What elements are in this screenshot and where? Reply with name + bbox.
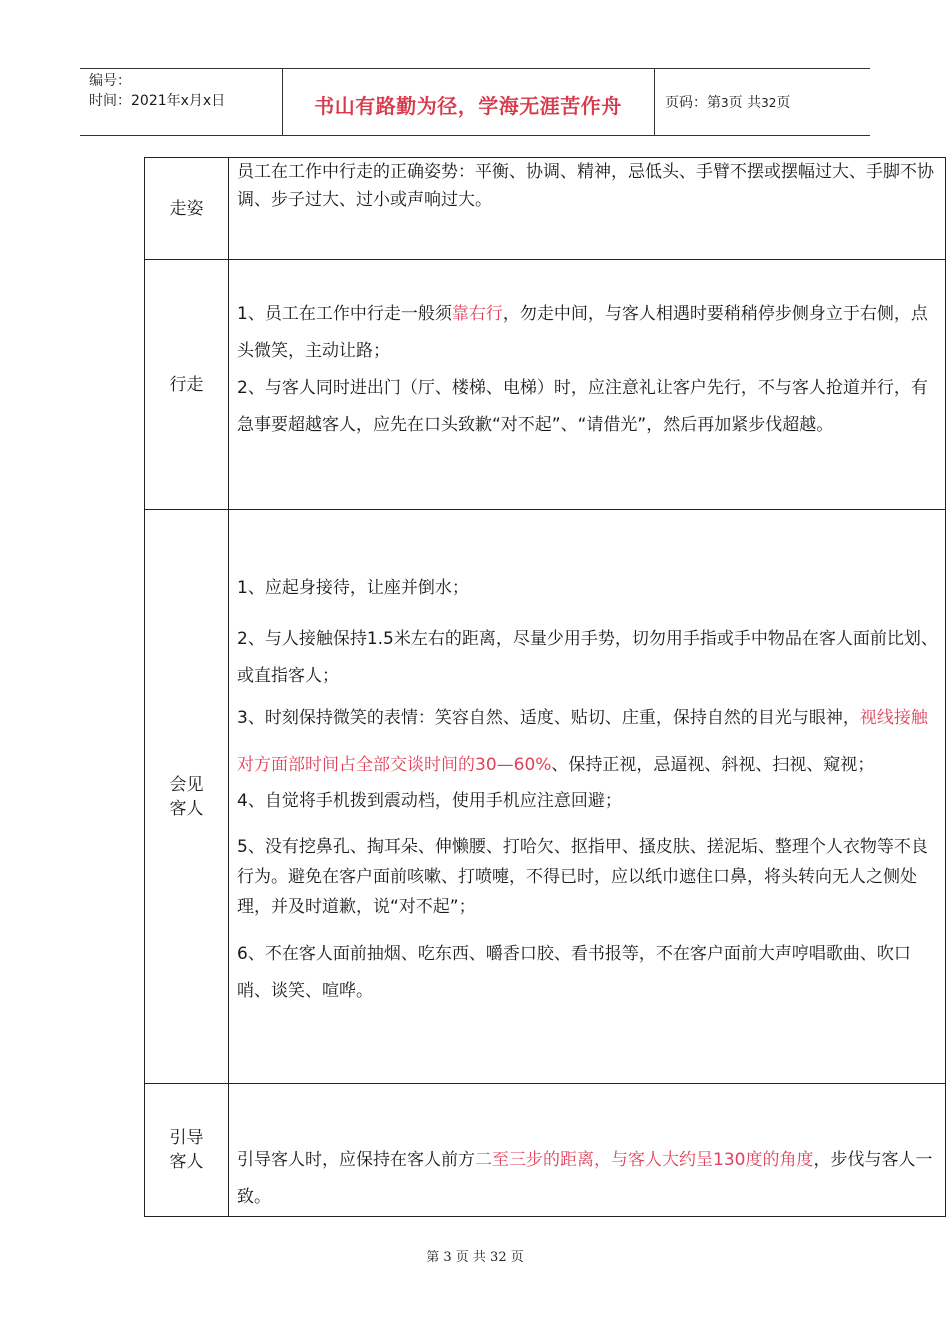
header-top-rule (80, 68, 870, 69)
header-meta (89, 71, 225, 111)
row-content-walk-posture (229, 158, 946, 260)
meeting-item-4: 4、自觉将手机拨到震动档，使用手机应注意回避； (237, 791, 622, 811)
code-label: 编号： (89, 73, 131, 89)
header-bottom-rule (80, 135, 870, 136)
eye-contact-highlight: 视线接触对方面部时间占全部交谈时间的30—60% (237, 708, 928, 775)
meeting-item-5: 5、没有挖鼻孔、掏耳朵、伸懒腰、打哈欠、抠指甲、搔皮肤、搓泥垢、整理个人衣物等不良行为。避免在客户面前咳嗽、打喷嚏，不得已时，应以纸巾遮住口鼻，将头转向无人之侧处理，并及时道歉，说“对不起”； (237, 837, 928, 917)
page-footer: 第 3 页 共 32 页 (426, 1250, 524, 1265)
walk-posture-text: 员工在工作中行走的正确姿势：平衡、协调、精神，忌低头、手臂不摆或摆幅过大、手脚不协调、步子过大、过小或声响过大。 (237, 162, 934, 210)
page-header (80, 68, 870, 136)
table-row-guiding (145, 1084, 946, 1217)
date-label: 时间：2021年x月x日 (89, 93, 226, 109)
row-content-walking (229, 260, 946, 510)
walking-item-2: 2、与客人同时进出门（厅、楼梯、电梯）时，应注意礼让客户先行，不与客人抢道并行，有急事要超越客人，应先在口头致歉“对不起”、“请借光”，然后再加紧步伐超越。 (237, 378, 928, 435)
page-total: 32 (761, 96, 777, 110)
page-mid: 页 共 (728, 95, 762, 111)
distance-angle-highlight: 二至三步的距离，与客人大约呈130度的角度 (475, 1150, 814, 1170)
etiquette-table (144, 157, 946, 1217)
row-label-walking: 行走 (145, 260, 229, 510)
row-label-walk-posture: 走姿 (145, 158, 229, 260)
page-number: 3 (721, 96, 729, 110)
header-divider-right (654, 68, 655, 136)
walking-item-1: 1、员工在工作中行走一般须靠右行，勿走中间，与客人相遇时要稍稍停步侧身立于右侧，点头微笑，主动让路； (237, 304, 928, 361)
table-row-meeting (145, 510, 946, 1084)
page-suffix: 页 (776, 95, 791, 111)
table-row-walking (145, 260, 946, 510)
keep-right-highlight: 靠右行 (451, 304, 503, 324)
meeting-item-2: 2、与人接触保持1.5米左右的距离，尽量少用手势，切勿用手指或手中物品在客人面前比划、或直指客人； (237, 629, 938, 686)
header-motto: 书山有路勤为径，学海无涯苦作舟 (314, 94, 622, 118)
table-row-walk-posture (145, 158, 946, 260)
meeting-item-3: 3、时刻保持微笑的表情：笑容自然、适度、贴切、庄重，保持自然的目光与眼神，视线接触对方面部时间占全部交谈时间的30—60%、保持正视，忌逼视、斜视、扫视、窥视； (237, 708, 928, 775)
row-content-meeting (229, 510, 946, 1084)
row-label-meeting: 会见 客人 (145, 510, 229, 1084)
header-page-indicator (665, 92, 790, 112)
meeting-item-6: 6、不在客人面前抽烟、吃东西、嚼香口胶、看书报等，不在客户面前大声哼唱歌曲、吹口哨、谈笑、喧哗。 (237, 944, 911, 1001)
guiding-text: 引导客人时，应保持在客人前方二至三步的距离，与客人大约呈130度的角度，步伐与客人一致。 (237, 1150, 933, 1207)
meeting-item-1: 1、应起身接待，让座并倒水； (237, 578, 469, 598)
page-prefix: 页码：第 (665, 95, 721, 111)
row-label-guiding: 引导 客人 (145, 1084, 229, 1217)
row-content-guiding (229, 1084, 946, 1217)
